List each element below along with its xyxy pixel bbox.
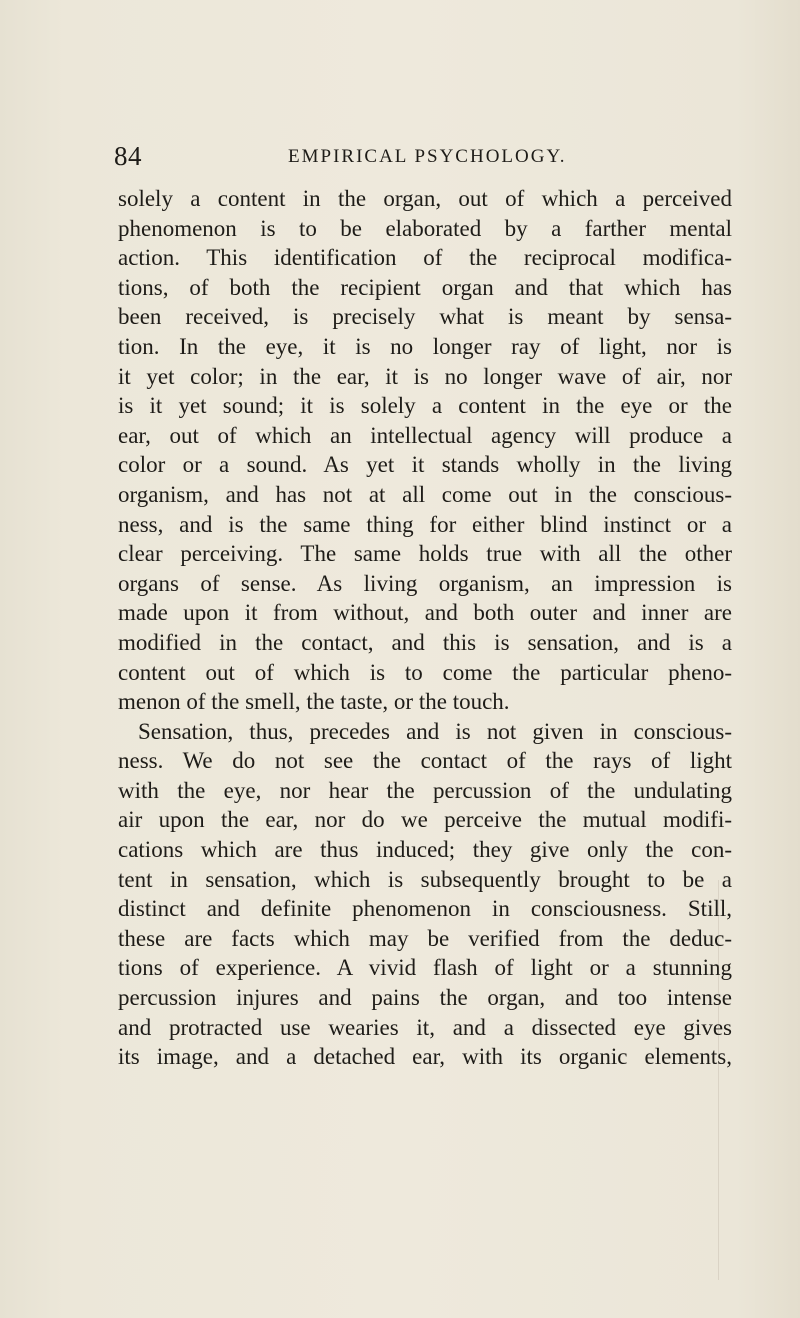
text-line: modified in the contact, and this is sensation, and is a — [118, 629, 732, 655]
text-line: made upon it from without, and both outer and inner are — [118, 600, 732, 626]
page-number: 84 — [114, 141, 142, 171]
text-line: tion. In the eye, it is no longer ray of light, nor is — [118, 333, 732, 359]
text-line: it yet color; in the ear, it is no longer wave of air, nor — [118, 363, 732, 389]
text-line: content out of which is to come the particular pheno- — [118, 659, 732, 685]
text-line: and protracted use wearies it, and a dissected eye gives — [118, 1014, 732, 1040]
running-head: EMPIRICAL PSYCHOLOGY. — [288, 146, 567, 167]
paragraph-end-line: menon of the smell, the taste, or the touch. — [118, 689, 510, 715]
text-line: ness. We do not see the contact of the rays of light — [118, 748, 732, 774]
paragraph-start-line: Sensation, thus, precedes and is not given in conscious- — [138, 718, 732, 744]
text-line: been received, is precisely what is meant by sensa- — [118, 304, 732, 330]
text-line: these are facts which may be verified from the deduc- — [118, 925, 732, 951]
text-line: distinct and definite phenomenon in consciousness. Still, — [118, 896, 732, 922]
text-line: organs of sense. As living organism, an impression is — [118, 570, 732, 596]
text-line: ear, out of which an intellectual agency will produce a — [118, 422, 732, 448]
text-line: solely a content in the organ, out of which a perceived — [118, 186, 732, 211]
body-text — [118, 184, 732, 1072]
text-line: air upon the ear, nor do we perceive the mutual modifi- — [118, 807, 732, 833]
text-line: ness, and is the same thing for either blind instinct or a — [118, 511, 732, 537]
text-line: tent in sensation, which is subsequently brought to be a — [118, 866, 732, 892]
text-line: action. This identification of the reciprocal modifica- — [118, 245, 732, 271]
text-line: tions of experience. A vivid flash of light or a stunning — [118, 955, 732, 981]
text-line: cations which are thus induced; they give only the con- — [118, 837, 732, 863]
text-line: is it yet sound; it is solely a content in the eye or the — [118, 393, 732, 419]
text-line: percussion injures and pains the organ, and too intense — [118, 985, 732, 1011]
page-header — [114, 138, 734, 174]
text-line: tions, of both the recipient organ and that which has — [118, 274, 732, 300]
text-line: clear perceiving. The same holds true with all the other — [118, 541, 732, 567]
text-line: with the eye, nor hear the percussion of the undulating — [118, 777, 732, 803]
text-line: its image, and a detached ear, with its organic elements, — [118, 1044, 732, 1070]
text-line: organism, and has not at all come out in the conscious- — [118, 481, 732, 507]
page-edge-shadow — [718, 880, 719, 1280]
text-line: color or a sound. As yet it stands wholly in the living — [118, 452, 732, 478]
text-line: phenomenon is to be elaborated by a farther mental — [118, 215, 732, 241]
